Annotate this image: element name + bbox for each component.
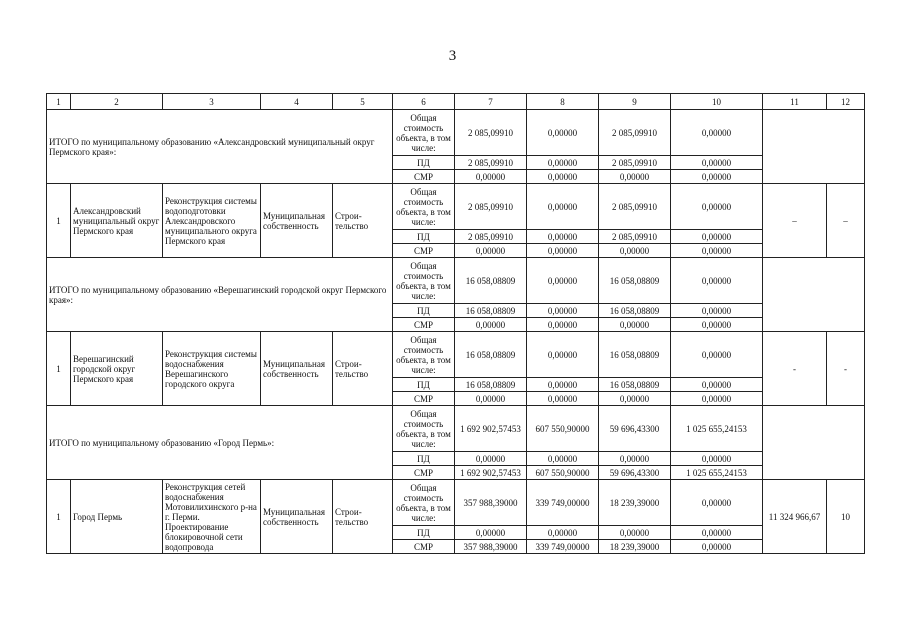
value-cell: 0,00000	[527, 304, 599, 318]
column-12-cell: –	[827, 184, 865, 258]
object-row	[47, 332, 865, 378]
value-cell: 0,00000	[527, 332, 599, 378]
empty-cell	[763, 110, 865, 184]
value-cell: 2 085,09910	[599, 230, 671, 244]
value-cell: 16 058,08809	[455, 332, 527, 378]
value-cell: 0,00000	[671, 452, 763, 466]
work-type-cell: Строи-тельство	[333, 332, 393, 406]
value-cell: 0,00000	[527, 110, 599, 156]
value-cell: 0,00000	[599, 392, 671, 406]
value-cell: 16 058,08809	[455, 378, 527, 392]
value-cell: 0,00000	[671, 230, 763, 244]
value-cell: 0,00000	[671, 480, 763, 526]
value-cell: 16 058,08809	[599, 258, 671, 304]
value-cell: 0,00000	[455, 526, 527, 540]
column-12-cell: 10	[827, 480, 865, 554]
cost-type-cell: ПД	[393, 230, 455, 244]
cost-type-cell: ПД	[393, 304, 455, 318]
value-cell: 0,00000	[527, 378, 599, 392]
row-index: 1	[47, 332, 71, 406]
row-index: 1	[47, 480, 71, 554]
value-cell: 607 550,90000	[527, 406, 599, 452]
value-cell: 0,00000	[527, 318, 599, 332]
value-cell: 0,00000	[527, 184, 599, 230]
value-cell: 0,00000	[671, 332, 763, 378]
object-name-cell: Реконструкция сетей водоснабжения Мотовилихинского р-на г. Перми. Проектирование блокировочной сети водопровода	[163, 480, 261, 554]
value-cell: 0,00000	[527, 258, 599, 304]
cost-type-cell: Общая стоимость объекта, в том числе:	[393, 110, 455, 156]
value-cell: 16 058,08809	[455, 258, 527, 304]
work-type-cell: Строи-тельство	[333, 184, 393, 258]
total-label: ИТОГО по муниципальному образованию «Александровский муниципальный округ Пермского края»:	[47, 110, 393, 184]
value-cell: 1 692 902,57453	[455, 466, 527, 480]
cost-type-cell: ПД	[393, 156, 455, 170]
empty-cell	[763, 258, 865, 332]
municipality-cell: Александровский муниципальный округ Пермского края	[71, 184, 163, 258]
column-header: 12	[827, 94, 865, 110]
cost-type-cell: СМР	[393, 466, 455, 480]
value-cell: 0,00000	[671, 156, 763, 170]
value-cell: 0,00000	[599, 526, 671, 540]
value-cell: 0,00000	[671, 170, 763, 184]
empty-cell	[763, 406, 865, 480]
value-cell: 2 085,09910	[455, 156, 527, 170]
column-header: 11	[763, 94, 827, 110]
value-cell: 0,00000	[527, 156, 599, 170]
object-row	[47, 480, 865, 526]
value-cell: 0,00000	[671, 258, 763, 304]
value-cell: 357 988,39000	[455, 480, 527, 526]
ownership-cell: Муниципальная собственность	[261, 480, 333, 554]
value-cell: 0,00000	[599, 452, 671, 466]
object-name-cell: Реконструкция системы водоподготовки Александровского муниципального округа Пермского края	[163, 184, 261, 258]
value-cell: 1 025 655,24153	[671, 466, 763, 480]
value-cell: 0,00000	[527, 244, 599, 258]
cost-type-cell: СМР	[393, 244, 455, 258]
value-cell: 1 692 902,57453	[455, 406, 527, 452]
value-cell: 16 058,08809	[599, 332, 671, 378]
value-cell: 0,00000	[527, 230, 599, 244]
value-cell: 0,00000	[671, 378, 763, 392]
column-header: 2	[71, 94, 163, 110]
value-cell: 357 988,39000	[455, 540, 527, 554]
total-row	[47, 110, 865, 156]
value-cell: 0,00000	[671, 526, 763, 540]
cost-type-cell: СМР	[393, 392, 455, 406]
cost-type-cell: Общая стоимость объекта, в том числе:	[393, 184, 455, 230]
value-cell: 0,00000	[455, 170, 527, 184]
column-header: 7	[455, 94, 527, 110]
value-cell: 18 239,39000	[599, 540, 671, 554]
column-header: 10	[671, 94, 763, 110]
value-cell: 339 749,00000	[527, 540, 599, 554]
column-header: 8	[527, 94, 599, 110]
value-cell: 1 025 655,24153	[671, 406, 763, 452]
value-cell: 16 058,08809	[599, 378, 671, 392]
value-cell: 16 058,08809	[455, 304, 527, 318]
value-cell: 0,00000	[671, 244, 763, 258]
cost-type-cell: СМР	[393, 318, 455, 332]
cost-type-cell: ПД	[393, 378, 455, 392]
column-header: 4	[261, 94, 333, 110]
column-header: 3	[163, 94, 261, 110]
column-header: 5	[333, 94, 393, 110]
object-name-cell: Реконструкция системы водоснабжения Верешагинского городского округа	[163, 332, 261, 406]
column-header: 1	[47, 94, 71, 110]
row-index: 1	[47, 184, 71, 258]
cost-type-cell: Общая стоимость объекта, в том числе:	[393, 480, 455, 526]
value-cell: 0,00000	[671, 540, 763, 554]
value-cell: 59 696,43300	[599, 466, 671, 480]
value-cell: 2 085,09910	[599, 156, 671, 170]
value-cell: 0,00000	[599, 170, 671, 184]
value-cell: 59 696,43300	[599, 406, 671, 452]
value-cell: 0,00000	[671, 304, 763, 318]
cost-type-cell: Общая стоимость объекта, в том числе:	[393, 258, 455, 304]
value-cell: 18 239,39000	[599, 480, 671, 526]
work-type-cell: Строи-тельство	[333, 480, 393, 554]
value-cell: 0,00000	[527, 392, 599, 406]
cost-type-cell: Общая стоимость объекта, в том числе:	[393, 332, 455, 378]
value-cell: 339 749,00000	[527, 480, 599, 526]
value-cell: 2 085,09910	[599, 184, 671, 230]
value-cell: 0,00000	[671, 110, 763, 156]
cost-type-cell: Общая стоимость объекта, в том числе:	[393, 406, 455, 452]
total-row	[47, 258, 865, 304]
value-cell: 0,00000	[455, 318, 527, 332]
value-cell: 2 085,09910	[455, 184, 527, 230]
column-11-cell: -	[763, 332, 827, 406]
value-cell: 0,00000	[527, 452, 599, 466]
cost-type-cell: ПД	[393, 526, 455, 540]
cost-type-cell: СМР	[393, 170, 455, 184]
total-label: ИТОГО по муниципальному образованию «Город Пермь»:	[47, 406, 393, 480]
column-12-cell: -	[827, 332, 865, 406]
value-cell: 0,00000	[599, 244, 671, 258]
value-cell: 0,00000	[527, 170, 599, 184]
total-row	[47, 406, 865, 452]
page-number: 3	[448, 48, 457, 64]
cost-type-cell: СМР	[393, 540, 455, 554]
value-cell: 0,00000	[671, 184, 763, 230]
header-row	[47, 94, 865, 110]
municipality-cell: Город Пермь	[71, 480, 163, 554]
value-cell: 0,00000	[455, 392, 527, 406]
value-cell: 16 058,08809	[599, 304, 671, 318]
municipality-cell: Верешагинский городской округ Пермского края	[71, 332, 163, 406]
value-cell: 2 085,09910	[455, 230, 527, 244]
column-header: 6	[393, 94, 455, 110]
total-label: ИТОГО по муниципальному образованию «Верешагинский городской округ Пермского края»:	[47, 258, 393, 332]
value-cell: 0,00000	[599, 318, 671, 332]
value-cell: 0,00000	[671, 318, 763, 332]
object-row	[47, 184, 865, 230]
ownership-cell: Муниципальная собственность	[261, 332, 333, 406]
value-cell: 2 085,09910	[455, 110, 527, 156]
value-cell: 607 550,90000	[527, 466, 599, 480]
value-cell: 0,00000	[527, 526, 599, 540]
ownership-cell: Муниципальная собственность	[261, 184, 333, 258]
value-cell: 2 085,09910	[599, 110, 671, 156]
column-header: 9	[599, 94, 671, 110]
column-11-cell: 11 324 966,67	[763, 480, 827, 554]
cost-type-cell: ПД	[393, 452, 455, 466]
investment-table	[46, 93, 865, 554]
value-cell: 0,00000	[455, 452, 527, 466]
value-cell: 0,00000	[671, 392, 763, 406]
column-11-cell: –	[763, 184, 827, 258]
value-cell: 0,00000	[455, 244, 527, 258]
